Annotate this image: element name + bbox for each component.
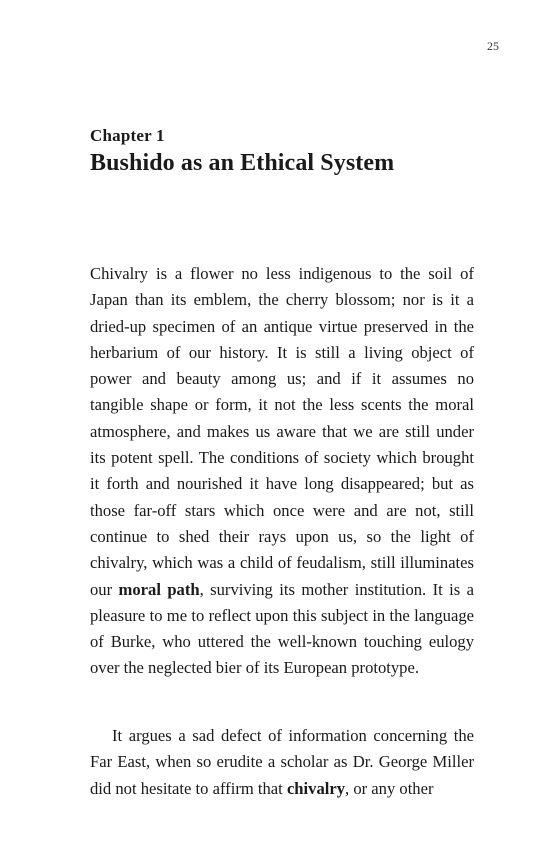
paragraph-2-text-a: It argues a sad defect of information concerning the Far East, when so erudite a scholar as Dr. George Miller did not hesitate to affirm that bbox=[90, 726, 474, 798]
paragraph-2-bold-term: chivalry bbox=[286, 778, 346, 798]
paragraph-1-bold-term: moral path bbox=[118, 579, 200, 599]
chapter-title: Bushido as an Ethical System bbox=[90, 150, 395, 176]
paragraph-2-text-b: , or any other bbox=[345, 778, 434, 798]
paragraph-1-text-b: , surviving its mother institution. It is a pleasure to me to reflect upon this subject in the language of Burke, who uttered the well-known touching eulogy over the neglected bier of its European prototype. bbox=[90, 579, 474, 678]
chapter-label: Chapter 1 bbox=[90, 126, 165, 145]
page-number: 25 bbox=[487, 39, 499, 53]
page-number-ornament bbox=[478, 30, 512, 64]
paragraph-1-text-a: Chivalry is a flower no less indigenous to the soil of Japan than its emblem, the cherry blossom; nor is it a dried-up specimen of an antique virtue preserved in the herbarium of our history. It is still a living object of power and beauty among us; and if it assumes no tangible shape or form, it not the less scents the moral atmosphere, and makes us aware that we are still under its potent spell. The conditions of society which brought it forth and nourished it have long disappeared; but as those far-off stars which once were and are not, still continue to shed their rays upon us, so the light of chivalry, which was a child of feudalism, still illuminates our bbox=[90, 264, 474, 599]
paragraph-1 bbox=[90, 261, 474, 682]
paragraph-2 bbox=[90, 723, 474, 802]
